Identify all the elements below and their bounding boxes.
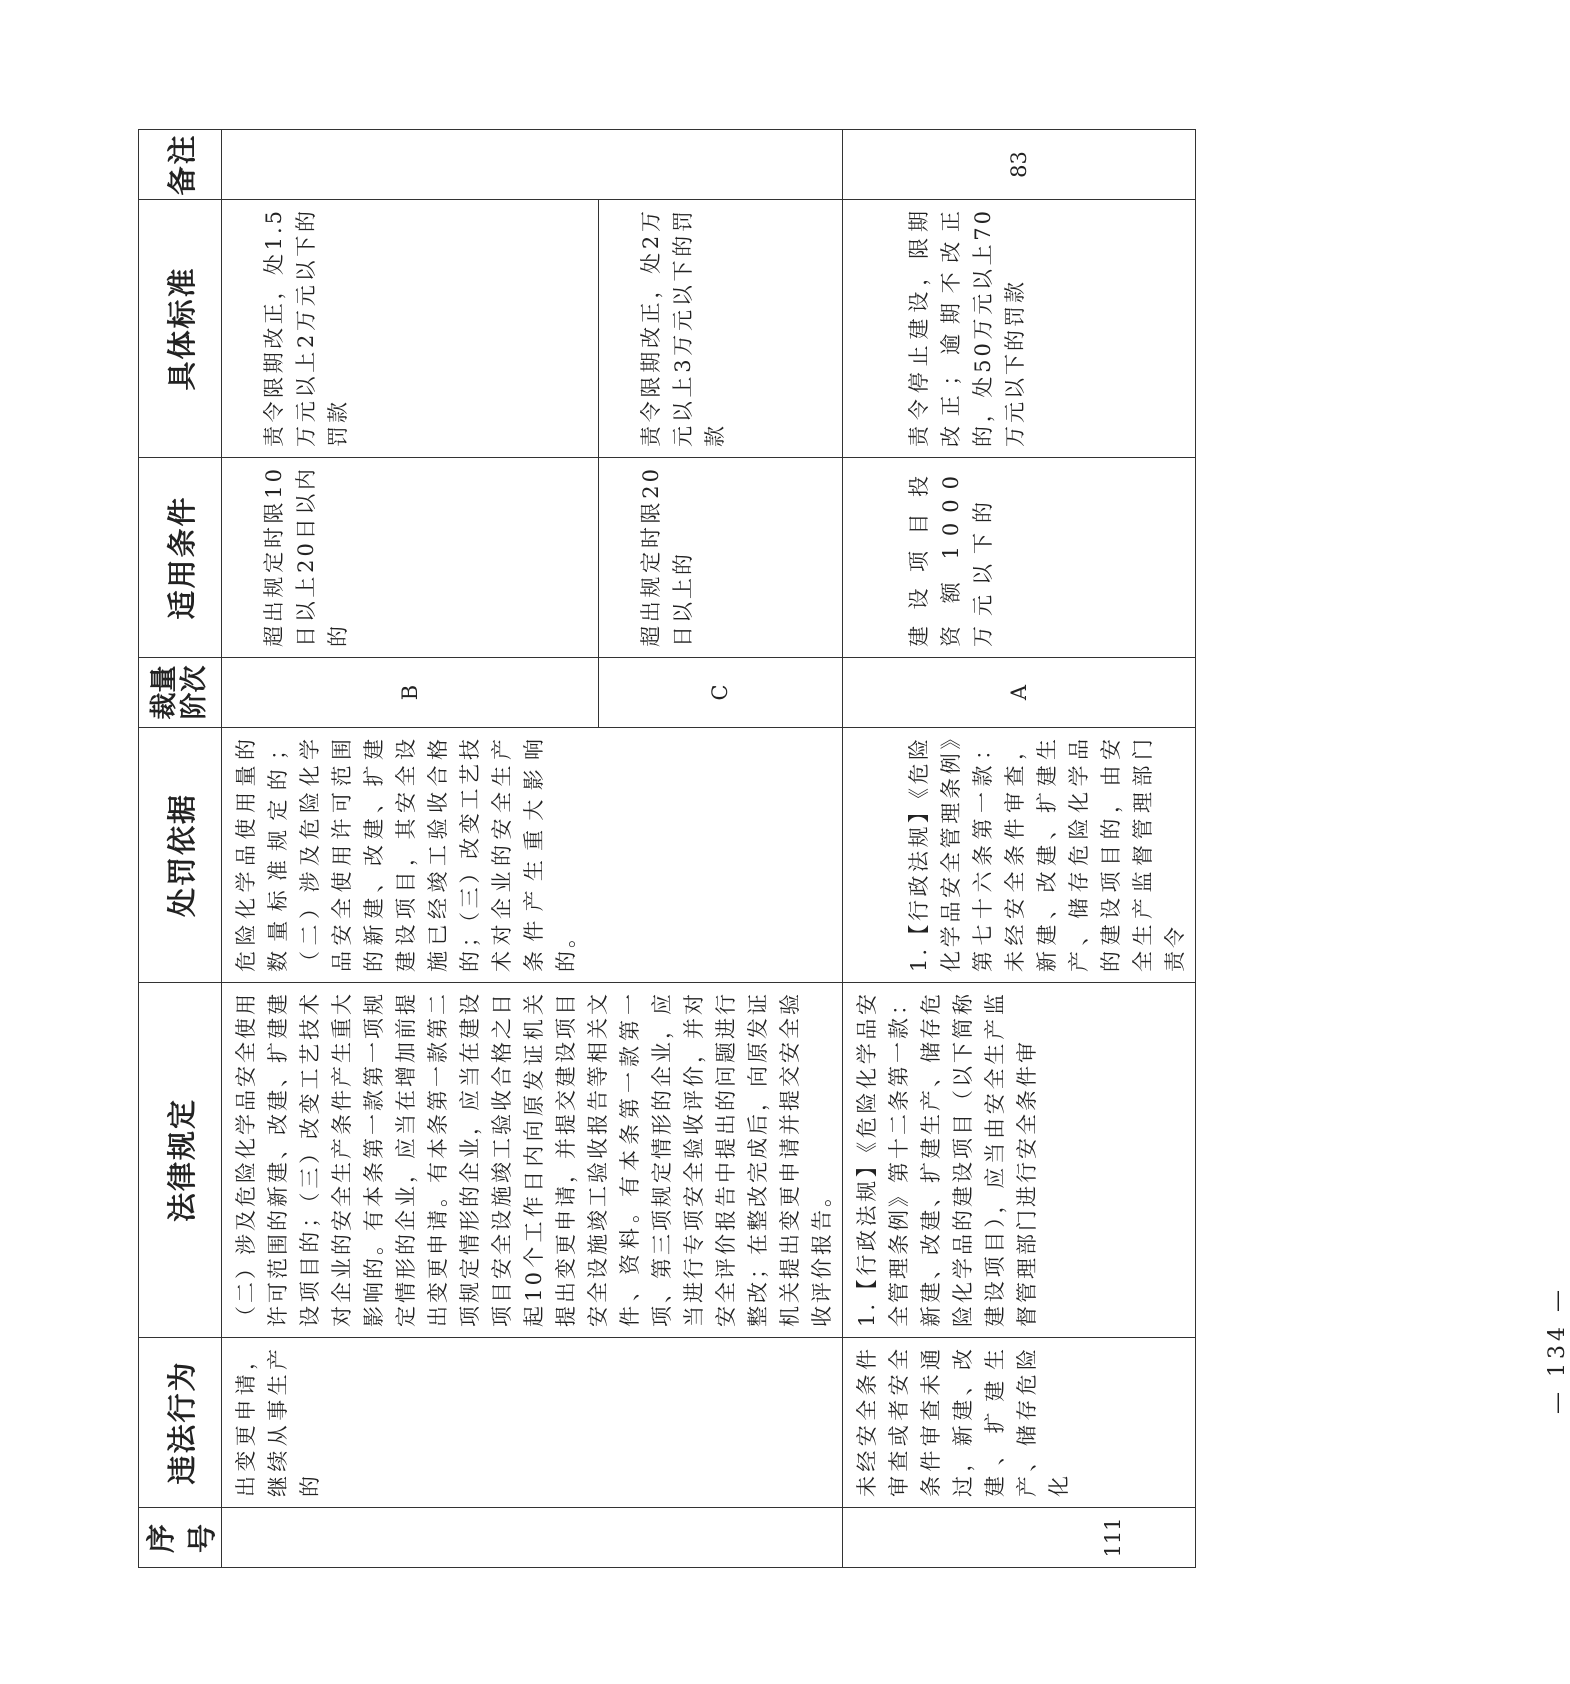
header-remark: 备注 xyxy=(139,130,222,200)
header-level: 裁量 阶次 xyxy=(139,658,222,728)
law-cell xyxy=(222,983,843,1338)
standard-cell xyxy=(598,200,842,458)
penalty-table xyxy=(138,129,1196,1568)
condition-cell xyxy=(222,458,599,658)
condition-text: 超出规定时限20日以上的 xyxy=(638,466,695,647)
header-violation: 违法行为 xyxy=(139,1338,222,1508)
violation-cell xyxy=(843,1338,1196,1508)
table-row xyxy=(222,130,599,1568)
rotated-page xyxy=(120,8,1570,1568)
remark-value xyxy=(222,130,234,199)
violation-text: 出变更申请，继续从事生产的 xyxy=(234,1346,322,1497)
condition-cell xyxy=(598,458,842,658)
level-cell: C xyxy=(598,658,842,728)
header-basis: 处罚依据 xyxy=(139,728,222,983)
header-condition: 适用条件 xyxy=(139,458,222,658)
standard-cell xyxy=(222,200,599,458)
level-cell: A xyxy=(843,658,1196,728)
law-text: 1.【行政法规】《危险化学品安全管理条例》第十二条第一款：新建、改建、扩建生产、储存危险化学品的建设项目（以下简称建设项目），应当由安全生产监督管理部门进行安全条件审 xyxy=(855,991,1039,1327)
header-law: 法律规定 xyxy=(139,983,222,1338)
header-seq: 序号 xyxy=(139,1508,222,1568)
violation-text: 未经安全条件审查或者安全条件审查未通过，新建、改建、扩建生产、储存危险化 xyxy=(855,1346,1071,1497)
condition-text: 建设项目投资额1000万元以下的 xyxy=(907,466,995,647)
law-cell xyxy=(843,983,1196,1338)
header-row xyxy=(139,130,222,1568)
table-row xyxy=(843,130,1196,1568)
basis-cell xyxy=(843,728,1196,983)
level-cell: B xyxy=(222,658,599,728)
seq-cell: 111 xyxy=(843,1508,1196,1568)
standard-cell xyxy=(843,200,1196,458)
seq-cell xyxy=(222,1508,843,1568)
standard-text: 责令限期改正，处1.5万元以上2万元以下的罚款 xyxy=(262,208,350,447)
violation-cell xyxy=(222,1338,843,1508)
standard-text: 责令限期改正，处2万元以上3万元以下的罚款 xyxy=(638,208,727,447)
condition-cell xyxy=(843,458,1196,658)
basis-text: 1.【行政法规】《危险化学品安全管理条例》第七十六条第一款：未经安全条件审查，新建、改建、扩建生产、储存危险化学品的建设项目的，由安全生产监督管理部门责令 xyxy=(907,736,1187,972)
seq-value xyxy=(222,1508,234,1567)
basis-text: 危险化学品使用量的数量标准规定的；（二）涉及危险化学品安全使用许可范围的新建、改建、扩建建设项目，其安全设施已经竣工验收合格的；（三）改变工艺技术对企业的安全生产条件产生重大影响的。 xyxy=(234,736,578,972)
header-standard: 具体标准 xyxy=(139,200,222,458)
basis-cell xyxy=(222,728,843,983)
law-text: （二）涉及危险化学品安全使用许可范围的新建、改建、扩建建设项目的；（三）改变工艺技术对企业的安全生产条件产生重大影响的。有本条第一款第一项规定情形的企业，应当在增加前提出变更申请。有本条第一款第二项规定情形的企业，应当在建设项目安全设施竣工验收合格之日起10个工作日内向原发证机关提出变更申请，并提交建设项目安全设施竣工验收报告等相关文件、资料。有本条第一款第一项、第三项规定情形的企业，应当进行专项安全验收评价，并对安全评价报告中提出的问题进行整改；在整改完成后，向原发证机关提出变更申请并提交安全验收评价报告。 xyxy=(234,991,834,1327)
remark-cell xyxy=(222,130,843,200)
condition-text: 超出规定时限10日以上20日以内的 xyxy=(262,466,350,647)
page-number: — 134 — xyxy=(1545,1286,1570,1414)
remark-cell: 83 xyxy=(843,130,1196,200)
standard-text: 责令停止建设，限期改正；逾期不改正的，处50万元以上70万元以下的罚款 xyxy=(907,208,1027,447)
